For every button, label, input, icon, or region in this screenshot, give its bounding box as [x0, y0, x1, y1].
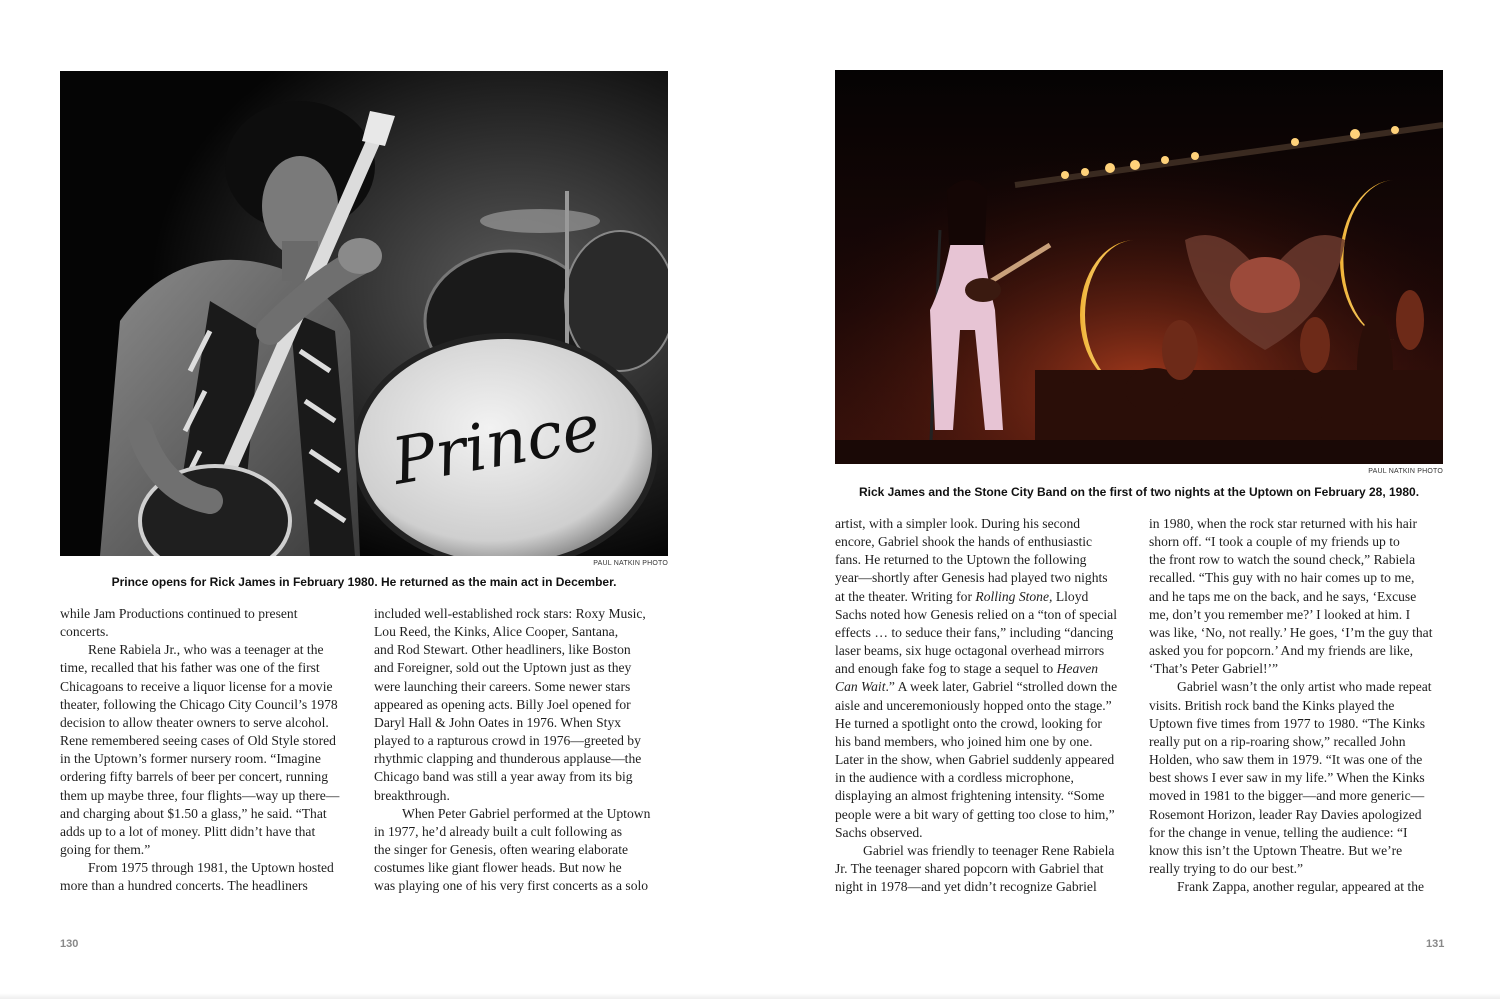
text-line: Chicago band was still a year away from its big [374, 769, 633, 785]
text-fragment: at the theater. Writing for [835, 588, 976, 604]
text-column-4 [1149, 515, 1449, 896]
text-line: them up maybe three, four flights—way up there— [60, 787, 340, 803]
text-line: know this isn’t the Uptown Theatre. But we’re [1149, 842, 1403, 858]
text-line: for the change in venue, telling the audience: “I [1149, 824, 1408, 840]
photo-credit: PAUL NATKIN PHOTO [593, 560, 668, 567]
text-line: ‘That’s Peter Gabriel!’” [1149, 661, 1279, 677]
text-line: was like, ‘No, not really.’ He goes, ‘I’m the guy that [1149, 624, 1433, 640]
text-column-2 [374, 605, 674, 896]
text-line [835, 660, 1135, 678]
text-line: Rosemont Horizon, leader Ray Davies apologized [1149, 806, 1422, 822]
film-title: Heaven [1056, 661, 1099, 677]
page-number: 131 [1426, 938, 1445, 950]
text-line: included well-established rock stars: Roxy Music, [374, 606, 646, 621]
text-line: recalled. “This guy with no hair comes up to me, [1149, 570, 1415, 586]
text-line: asked you for popcorn.’ And my friends are like, [1149, 643, 1413, 659]
film-title: Can Wait [835, 679, 886, 695]
text-line: Rene remembered seeing cases of Old Style stored [60, 733, 336, 749]
text-line: adds up to a lot of money. Plitt didn’t have that [60, 823, 316, 839]
publication-title: Rolling Stone, [975, 588, 1053, 604]
text-line: the singer for Genesis, often wearing elaborate [374, 842, 629, 858]
text-line: year—shortly after Genesis had played two nights [835, 570, 1108, 586]
text-line: night in 1978—and yet didn’t recognize Gabriel [835, 879, 1097, 895]
page-number: 130 [60, 938, 79, 950]
text-line: and Foreigner, sold out the Uptown just as they [374, 660, 632, 676]
text-fragment: and enough fake fog to stage a sequel to [835, 661, 1057, 677]
text-line: Gabriel was friendly to teenager Rene Rabiela [863, 842, 1115, 858]
drum-logo-text: Prince [386, 390, 606, 500]
text-line: From 1975 through 1981, the Uptown hosted [88, 860, 334, 876]
page-bottom-edge [0, 993, 1500, 999]
text-line: the front row to watch the sound check,” Rabiela [1149, 552, 1416, 568]
text-line: visits. British rock band the Kinks played the [1149, 697, 1395, 713]
rick-james-photo-art [835, 70, 1443, 464]
right-page [750, 0, 1500, 999]
text-line: breakthrough. [374, 787, 450, 803]
text-line: concerts. [60, 624, 109, 640]
text-line: rhythmic clapping and thunderous applause—the [374, 751, 642, 767]
text-line: Sachs noted how Genesis relied on a “ton of special [835, 606, 1117, 622]
text-line: Sachs observed. [835, 824, 923, 840]
text-line: theater, following the Chicago City Council’s 1978 [60, 696, 338, 712]
text-line: in the Uptown’s former nursery room. “Imagine [60, 751, 321, 767]
text-line: and he taps me on the back, and he says, ‘Excuse [1149, 588, 1417, 604]
photo-credit: PAUL NATKIN PHOTO [1368, 468, 1443, 475]
text-line: in the audience with a cordless microphone, [835, 770, 1074, 786]
text-line: moved in 1981 to the bigger—and more generic— [1149, 788, 1425, 804]
text-line: more than a hundred concerts. The headliners [60, 878, 308, 894]
text-line: time, recalled that his father was one of the first [60, 660, 320, 676]
text-line: effects … to seduce their fans,” including “dancing [835, 624, 1114, 640]
text-fragment: Lloyd [1052, 588, 1089, 604]
text-line: costumes like giant flower heads. But now he [374, 860, 622, 876]
text-line: really trying to do our best.” [1149, 860, 1304, 876]
text-line: laser beams, six huge octagonal overhead mirrors [835, 643, 1105, 659]
text-line: his band members, who joined him one by one. [835, 733, 1093, 749]
text-fragment: .” A week later, Gabriel “strolled down the [885, 679, 1118, 695]
text-line: aisle and unceremoniously hopped onto the stage.” [835, 697, 1112, 713]
text-line: ordering fifty barrels of beer per concert, running [60, 769, 328, 785]
text-line: played to a rapturous crowd in 1976—greeted by [374, 733, 641, 749]
text-line: artist, with a simpler look. During his second [835, 516, 1081, 531]
text-line: Daryl Hall & John Oates in 1976. When Styx [374, 714, 622, 730]
text-line: Chicagoans to receive a liquor license for a movie [60, 678, 333, 694]
text-line: shorn off. “I took a couple of my friends up to [1149, 534, 1400, 550]
text-line: Uptown five times from 1977 to 1980. “The Kinks [1149, 715, 1425, 731]
text-line: displaying an almost frightening intensity. “Some [835, 788, 1105, 804]
text-line: going for them.” [60, 842, 151, 858]
text-line: Jr. The teenager shared popcorn with Gabriel that [835, 860, 1104, 876]
text-line [835, 588, 1135, 606]
text-line: decision to allow theater owners to serve alcohol. [60, 714, 329, 730]
text-line: encore, Gabriel shook the hands of enthusiastic [835, 534, 1093, 550]
text-line: was playing one of his very first concerts as a solo [374, 878, 649, 894]
text-line: Later in the show, when Gabriel suddenly appeared [835, 752, 1115, 768]
text-line: me, don’t you remember me?’ I looked at him. I [1149, 606, 1411, 622]
text-line: people were a bit wary of getting too close to him,” [835, 806, 1115, 822]
text-line: best shows I ever saw in my life.” When the Kinks [1149, 770, 1425, 786]
text-line: in 1980, when the rock star returned with his hair [1149, 516, 1418, 531]
text-line: Lou Reed, the Kinks, Alice Cooper, Santana, [374, 624, 619, 640]
text-line: fans. He returned to the Uptown the following [835, 552, 1087, 568]
text-line: appeared as opening acts. Billy Joel opened for [374, 696, 631, 712]
text-line [835, 678, 1135, 696]
text-column-1 [60, 605, 360, 896]
prince-photo-art [60, 71, 668, 556]
text-line: Gabriel wasn’t the only artist who made repeat [1177, 679, 1432, 695]
text-line: Frank Zappa, another regular, appeared at the [1177, 879, 1425, 895]
text-line: When Peter Gabriel performed at the Uptown [402, 805, 651, 821]
text-line: in 1977, he’d already built a cult following as [374, 823, 623, 839]
text-line: really put on a rip-roaring show,” recalled John [1149, 733, 1406, 749]
text-line: were launching their careers. Some newer stars [374, 678, 631, 694]
rick-james-photo [835, 70, 1443, 464]
text-line: and charging about $1.50 a glass,” he said. “That [60, 805, 327, 821]
text-line: Rene Rabiela Jr., who was a teenager at the [88, 642, 324, 658]
text-line: while Jam Productions continued to present [60, 606, 298, 621]
text-line: Holden, who saw them in 1979. “It was one of the [1149, 752, 1423, 768]
text-line: and Rod Stewart. Other headliners, like Boston [374, 642, 631, 658]
photo-caption: Prince opens for Rick James in February 1980. He returned as the main act in December. [111, 575, 617, 589]
text-line: He turned a spotlight onto the crowd, looking for [835, 715, 1102, 731]
text-column-3 [835, 515, 1135, 896]
photo-caption: Rick James and the Stone City Band on the first of two nights at the Uptown on February 28, 1980. [858, 485, 1420, 499]
prince-photo [60, 71, 668, 556]
